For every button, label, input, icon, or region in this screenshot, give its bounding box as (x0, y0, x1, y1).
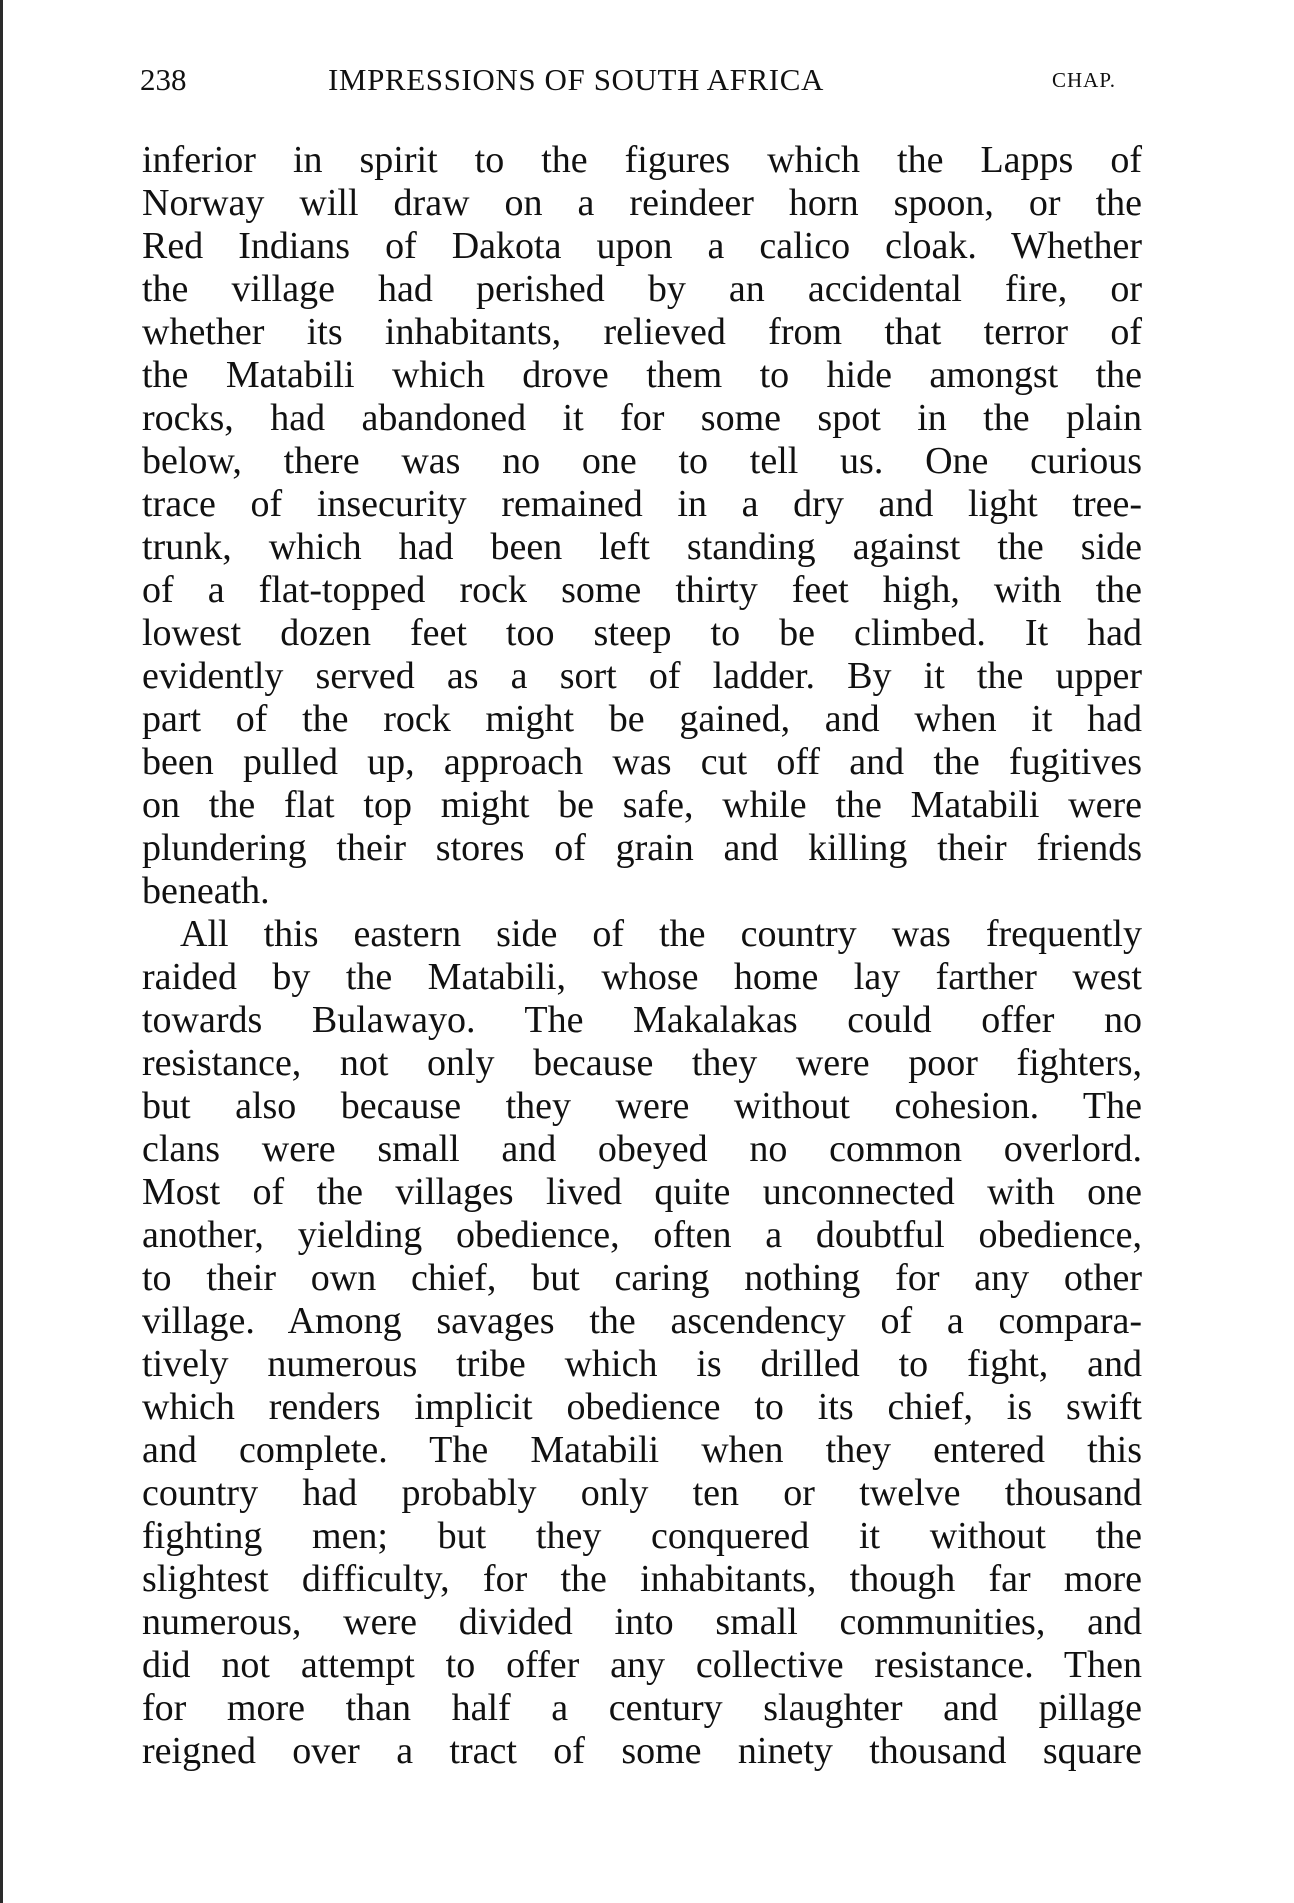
text-line: numerous, were divided into small communities, and (142, 1601, 1142, 1643)
text-line: country had probably only ten or twelve thousand (142, 1472, 1142, 1514)
text-line: inferior in spirit to the figures which the Lapps of (142, 139, 1142, 181)
text-line: trunk, which had been left standing against the side (142, 526, 1142, 568)
binding-edge (0, 0, 3, 1903)
text-line: tively numerous tribe which is drilled to fight, and (142, 1343, 1142, 1385)
text-line: clans were small and obeyed no common overlord. (142, 1128, 1142, 1170)
text-line: did not attempt to offer any collective resistance. Then (142, 1644, 1142, 1686)
text-line: lowest dozen feet too steep to be climbed. It had (142, 612, 1142, 654)
paragraph-1 (142, 139, 1142, 913)
body-text (142, 139, 1142, 1773)
text-line: to their own chief, but caring nothing for any other (142, 1257, 1142, 1299)
text-line: towards Bulawayo. The Makalakas could offer no (142, 999, 1142, 1041)
text-line: All this eastern side of the country was frequently (180, 913, 1142, 955)
text-line: evidently served as a sort of ladder. By it the upper (142, 655, 1142, 697)
text-line: been pulled up, approach was cut off and the fugitives (142, 741, 1142, 783)
text-line: below, there was no one to tell us. One curious (142, 440, 1142, 482)
text-line: plundering their stores of grain and killing their friends (142, 827, 1142, 869)
text-line: and complete. The Matabili when they entered this (142, 1429, 1142, 1471)
text-line: Most of the villages lived quite unconnected with one (142, 1171, 1142, 1213)
text-line: Norway will draw on a reindeer horn spoon, or the (142, 182, 1142, 224)
text-line: but also because they were without cohesion. The (142, 1085, 1142, 1127)
text-line: the village had perished by an accidental fire, or (142, 268, 1142, 310)
text-line: trace of insecurity remained in a dry and light tree- (142, 483, 1142, 525)
text-line: rocks, had abandoned it for some spot in the plain (142, 397, 1142, 439)
text-line: Red Indians of Dakota upon a calico cloak. Whether (142, 225, 1142, 267)
text-line: beneath. (142, 870, 270, 912)
paragraph-2 (142, 913, 1142, 1773)
running-head (140, 62, 1140, 102)
text-line: resistance, not only because they were poor fighters, (142, 1042, 1142, 1084)
text-line: part of the rock might be gained, and when it had (142, 698, 1142, 740)
text-line: raided by the Matabili, whose home lay farther west (142, 956, 1142, 998)
text-line: another, yielding obedience, often a doubtful obedience, (142, 1214, 1142, 1256)
chapter-abbrev: CHAP. (1052, 68, 1116, 92)
text-line: of a flat-topped rock some thirty feet high, with the (142, 569, 1142, 611)
text-line: slightest difficulty, for the inhabitants, though far more (142, 1558, 1142, 1600)
text-line: fighting men; but they conquered it without the (142, 1515, 1142, 1557)
page-number: 238 (140, 62, 187, 97)
text-line: village. Among savages the ascendency of a compara- (142, 1300, 1142, 1342)
text-line: whether its inhabitants, relieved from that terror of (142, 311, 1142, 353)
running-title: IMPRESSIONS OF SOUTH AFRICA (328, 62, 824, 97)
text-line: the Matabili which drove them to hide amongst the (142, 354, 1142, 396)
text-line: which renders implicit obedience to its chief, is swift (142, 1386, 1142, 1428)
text-line: reigned over a tract of some ninety thousand square (142, 1730, 1142, 1772)
text-line: for more than half a century slaughter and pillage (142, 1687, 1142, 1729)
text-line: on the flat top might be safe, while the Matabili were (142, 784, 1142, 826)
